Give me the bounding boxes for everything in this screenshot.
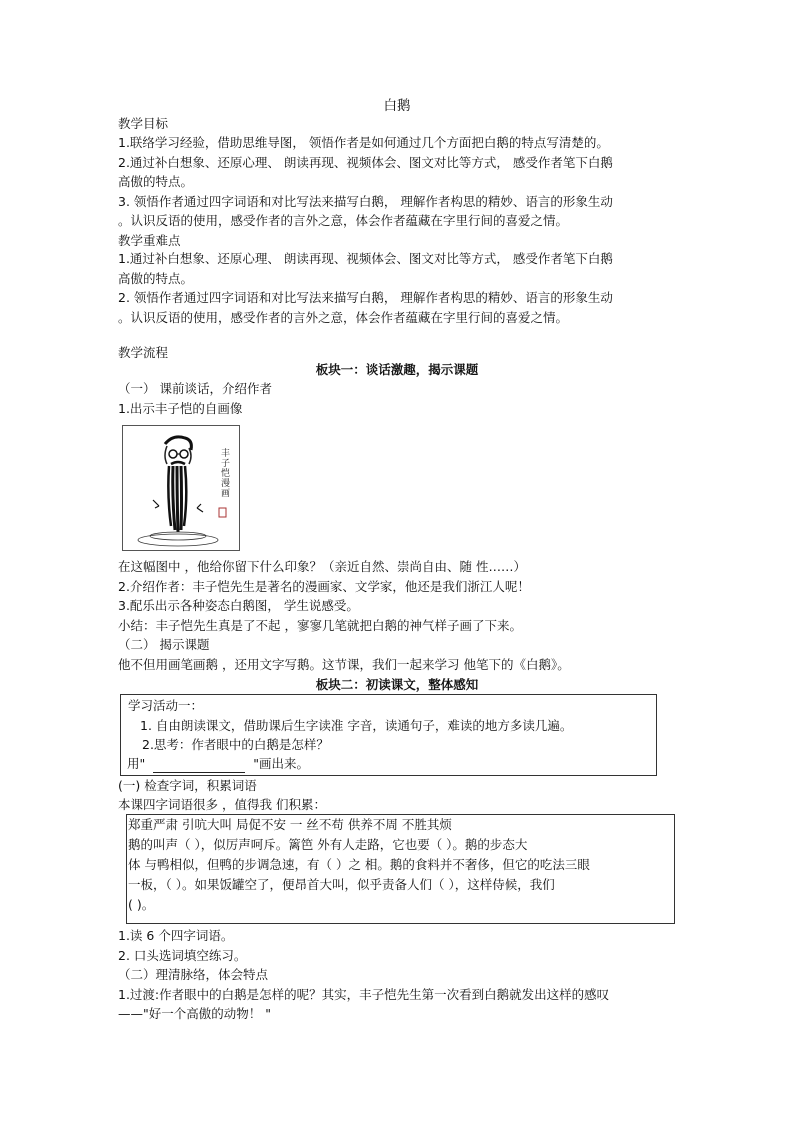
activity-heading: 学习活动一： — [128, 698, 204, 713]
s2-after-line: ——"好一个高傲的动物！ " — [118, 1006, 271, 1021]
keypoint-line: 。认识反语的使用，感受作者的言外之意，体会作者蕴藏在字里行间的喜爱之情。 — [118, 310, 569, 325]
cloze-line: ( )。 — [128, 897, 155, 912]
objective-line: 3. 领悟作者通过四字词语和对比写法来描写白鹅， 理解作者构思的精妙、语言的形象生动 — [118, 194, 613, 209]
section2-title: 板块二：初读课文，整体感知 — [315, 677, 479, 692]
s1-line: 3.配乐出示各种姿态白鹅图， 学生说感受。 — [118, 598, 359, 613]
portrait-caption: 丰子恺漫画 — [221, 449, 231, 499]
section2-sub1: (一) 检查字词，积累词语 — [118, 778, 257, 793]
section1-sub2: （二） 揭示课题 — [118, 637, 210, 652]
keypoint-line: 高傲的特点。 — [118, 271, 194, 286]
section1-item1: 1.出示丰子恺的自画像 — [118, 401, 243, 416]
s1-line: 2.介绍作者：丰子恺先生是著名的漫画家、文学家，他还是我们浙江人呢！ — [118, 579, 530, 594]
objective-line: 1.联络学习经验，借助思维导图， 领悟作者是如何通过几个方面把白鹅的特点写清楚的。 — [118, 135, 609, 150]
keypoint-line: 1.通过补白想象、还原心理、 朗读再现、视频体会、图文对比等方式， 感受作者笔下白鹅 — [118, 251, 613, 266]
cloze-line: 鹅的叫声（ ），似厉声呵斥。篱笆 外有人走路，它也要（ ）。鹅的步态大 — [128, 837, 528, 852]
process-heading: 教学流程 — [118, 345, 169, 360]
keypoints-heading: 教学重难点 — [118, 233, 181, 248]
activity-answer-line — [127, 755, 309, 773]
section1-sub1: （一） 课前谈话，介绍作者 — [118, 381, 272, 396]
keypoint-line: 2. 领悟作者通过四字词语和对比写法来描写白鹅， 理解作者构思的精妙、语言的形象生动 — [118, 290, 613, 305]
answer-suffix: "画出来。 — [253, 756, 309, 771]
section2-sub1-text: 本课四字词语很多 ，值得我 们积累： — [118, 797, 326, 812]
s1-line: 在这幅图中 ，他给你留下什么印象？（亲近自然、崇尚自由、随 性……） — [118, 559, 526, 574]
seal-stamp — [219, 508, 226, 517]
answer-blank[interactable] — [153, 758, 245, 773]
section1-sub2-text: 他不但用画笔画鹅 ，还用文字写鹅。这节课，我们一起来学习 他笔下的《白鹅》。 — [118, 657, 570, 672]
s2-after-line: 2. 口头选词填空练习。 — [118, 948, 247, 963]
page-title: 白鹅 — [383, 98, 411, 114]
answer-prefix: 用" — [127, 756, 146, 771]
s2-after-line: 1.读 6 个四字词语。 — [118, 928, 234, 943]
objectives-heading: 教学目标 — [118, 116, 169, 131]
objective-line: 高傲的特点。 — [118, 174, 194, 189]
s2-after-line: 1.过渡:作者眼中的白鹅是怎样的呢？其实，丰子恺先生第一次看到白鹅就发出这样的感叹 — [118, 987, 610, 1002]
s2-after-line: （二）理清脉络，体会特点 — [118, 967, 269, 982]
objective-line: 。认识反语的使用，感受作者的言外之意，体会作者蕴藏在字里行间的喜爱之情。 — [118, 213, 569, 228]
self-portrait-image — [122, 425, 240, 551]
cloze-line: 体 与鸭相似，但鸭的步调急速，有（ ）之 相。鹅的食料并不奢侈，但它的吃法三眼 — [128, 857, 590, 872]
activity-item: 1. 自由朗读课文，借助课后生字读准 字音，读通句子，难读的地方多读几遍。 — [140, 718, 573, 733]
objective-line: 2.通过补白想象、还原心理、 朗读再现、视频体会、图文对比等方式， 感受作者笔下白鹅 — [118, 155, 613, 170]
section1-title: 板块一：谈话激趣，揭示课题 — [315, 362, 479, 377]
portrait-drawing — [123, 426, 239, 550]
cloze-line: 一板，（ ）。如果饭罐空了，便昂首大叫，似乎责备人们（ ），这样侍候，我们 — [128, 877, 555, 892]
activity-item: 2.思考：作者眼中的白鹅是怎样？ — [142, 737, 329, 752]
cloze-word-bank: 郑重严肃 引吭大叫 局促不安 一 丝不苟 供养不周 不胜其烦 — [128, 817, 452, 832]
s1-line: 小结：丰子恺先生真是了不起 ，寥寥几笔就把白鹅的神气样子画了下来。 — [118, 618, 522, 633]
